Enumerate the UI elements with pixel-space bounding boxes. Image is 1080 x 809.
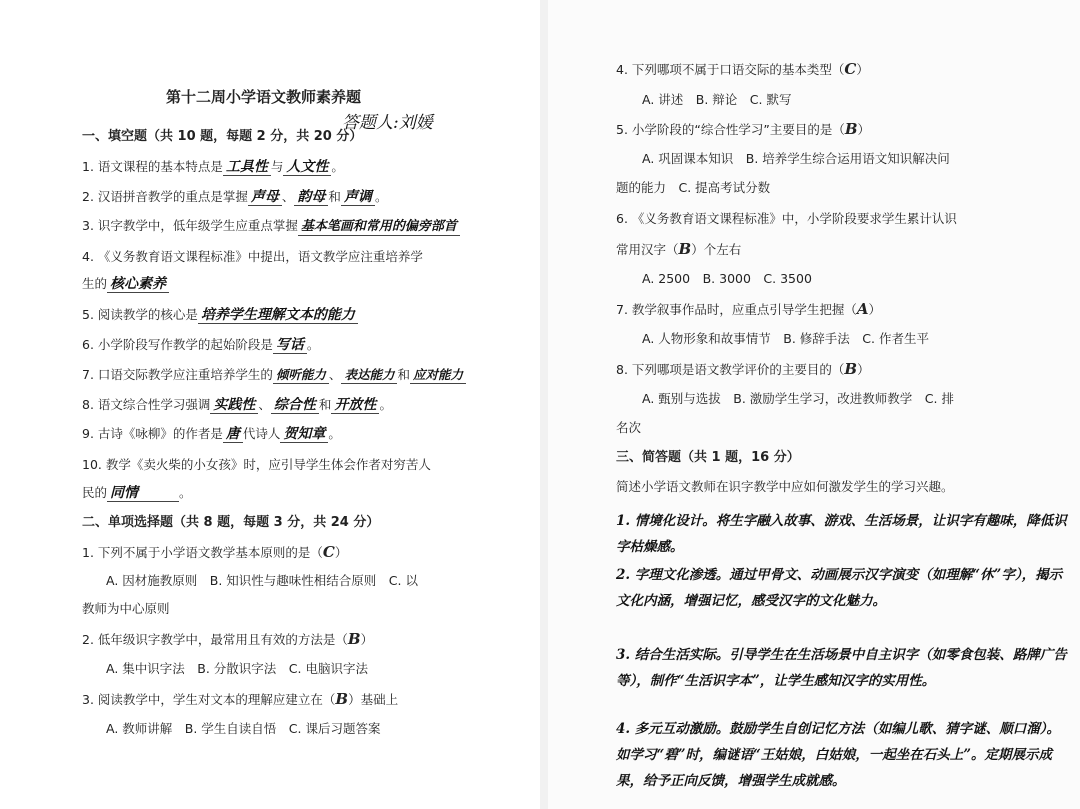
fill-q3: 3. 识字教学中，低年级学生应重点掌握 基本笔画和常用的偏旁部首	[82, 217, 460, 236]
choice-q1-options: A. 因材施教原则 B. 知识性与趣味性相结合原则 C. 以	[106, 573, 418, 588]
answer-q2-c: 声调	[341, 189, 375, 206]
choice-q1-answer: C	[322, 543, 335, 561]
answer-q4: 核心素养	[107, 276, 169, 293]
section-single-choice: 二、单项选择题（共 8 题，每题 3 分，共 24 分）	[82, 515, 380, 530]
fill-q10-line1: 10. 教学《卖火柴的小女孩》时，应引导学生体会作者对穷苦人	[82, 457, 431, 472]
choice-q6-line2: 常用汉字（B）个左右	[616, 240, 742, 258]
choice-q2-answer: B	[347, 630, 361, 648]
answer-q8-c: 开放性	[331, 397, 379, 414]
page-title: 第十二周小学语文教师素养题	[166, 88, 362, 106]
short-answer-point-2: 2. 字理文化渗透。通过甲骨文、动画展示汉字演变（如理解“休”字），揭示文化内涵，增强记忆，感受汉字的文化魅力。	[616, 567, 1063, 609]
fill-q10-line2: 民的 同情 。	[82, 485, 192, 501]
answer-q7-a: 倾听能力	[273, 367, 329, 384]
choice-q6-options: A. 2500 B. 3000 C. 3500	[642, 271, 812, 286]
fill-q9: 9. 古诗《咏柳》的作者是 唐 代诗人 贺知章 。	[82, 426, 341, 442]
choice-q3-answer: B	[335, 690, 349, 708]
choice-q8: 8. 下列哪项是语文教学评价的主要目的（B）	[616, 360, 870, 378]
choice-q6-line1: 6. 《义务教育语文课程标准》中，小学阶段要求学生累计认识	[616, 211, 957, 226]
choice-q2-options: A. 集中识字法 B. 分散识字法 C. 电脑识字法	[106, 661, 368, 676]
fill-q6: 6. 小学阶段写作教学的起始阶段是 写话 。	[82, 337, 320, 353]
fill-q1: 1. 语文课程的基本特点是 工具性 与 人文性 。	[82, 159, 344, 175]
short-answer-prompt: 简述小学语文教师在识字教学中应如何激发学生的学习兴趣。	[616, 479, 954, 494]
answer-q1-b: 人文性	[283, 159, 331, 176]
choice-q3-options: A. 教师讲解 B. 学生自读自悟 C. 课后习题答案	[106, 721, 381, 736]
choice-q1: 1. 下列不属于小学语文教学基本原则的是（C）	[82, 543, 348, 561]
choice-q5-answer: B	[844, 120, 858, 138]
short-answer-point-4: 4. 多元互动激励。鼓励学生自创记忆方法（如编儿歌、猜字谜、顺口溜）。如学习“碧”时，编谜语“王姑娘，白姑娘，一起坐在石头上”。定期展示成果，给予正向反馈，增强学生成就感。	[616, 721, 1061, 789]
right-page	[548, 0, 1080, 809]
answer-q10: 同情	[107, 485, 179, 502]
answer-q3: 基本笔画和常用的偏旁部首	[298, 219, 460, 236]
choice-q5-options: A. 巩固课本知识 B. 培养学生综合运用语文知识解决问	[642, 151, 950, 166]
answer-q9-a: 唐	[223, 426, 243, 443]
choice-q8-options: A. 甄别与选拔 B. 激励学生学习，改进教师教学 C. 排	[642, 391, 954, 406]
page-gutter	[540, 0, 548, 809]
choice-q1-options-cont: 教师为中心原则	[82, 601, 170, 616]
choice-q4-options: A. 讲述 B. 辩论 C. 默写	[642, 92, 792, 107]
fill-q7: 7. 口语交际教学应注重培养学生的 倾听能力 、 表达能力 和 应对能力	[82, 366, 466, 384]
answer-q8-b: 综合性	[271, 397, 319, 414]
answer-q7-b: 表达能力	[341, 367, 397, 384]
choice-q6-answer: B	[678, 240, 692, 258]
answer-q2-a: 声母	[248, 189, 282, 206]
short-answer-point-3: 3. 结合生活实际。引导学生在生活场景中自主识字（如零食包装、路牌广告等），制作“生活识字本”，让学生感知汉字的实用性。	[616, 647, 1067, 689]
fill-q4-line1: 4. 《义务教育语文课程标准》中提出，语文教学应注重培养学	[82, 249, 423, 264]
choice-q7-options: A. 人物形象和故事情节 B. 修辞手法 C. 作者生平	[642, 331, 929, 346]
choice-q4-answer: C	[844, 60, 857, 78]
fill-q5: 5. 阅读教学的核心是 培养学生理解文本的能力	[82, 306, 358, 324]
answer-q9-b: 贺知章	[280, 426, 328, 443]
signer-signature: 答题人:刘媛	[342, 113, 433, 133]
section-fill-blank: 一、填空题（共 10 题，每题 2 分，共 20 分）	[82, 129, 363, 144]
answer-q5: 培养学生理解文本的能力	[198, 307, 358, 324]
fill-q4-line2: 生的 核心素养	[82, 275, 169, 293]
fill-q8: 8. 语文综合性学习强调 实践性 、 综合性 和 开放性 。	[82, 397, 392, 413]
section-short-answer: 三、简答题（共 1 题，16 分）	[616, 450, 800, 465]
answer-q7-c: 应对能力	[410, 367, 466, 384]
choice-q7-answer: A	[856, 300, 869, 318]
fill-q2: 2. 汉语拼音教学的重点是掌握 声母 、 韵母 和 声调 。	[82, 189, 388, 205]
short-answer-point-1: 1. 情境化设计。将生字融入故事、游戏、生活场景，让识字有趣味，降低识字枯燥感。	[616, 513, 1067, 555]
choice-q8-answer: B	[844, 360, 858, 378]
choice-q3: 3. 阅读教学中，学生对文本的理解应建立在（B）基础上	[82, 690, 399, 708]
choice-q5-options-cont: 题的能力 C. 提高考试分数	[616, 180, 771, 195]
choice-q7: 7. 教学叙事作品时，应重点引导学生把握（A）	[616, 300, 882, 318]
choice-q2: 2. 低年级识字教学中，最常用且有效的方法是（B）	[82, 630, 374, 648]
answer-q8-a: 实践性	[210, 397, 258, 414]
answer-q2-b: 韵母	[294, 189, 328, 206]
choice-q8-options-cont: 名次	[616, 420, 642, 435]
answer-q6: 写话	[273, 337, 307, 354]
choice-q5: 5. 小学阶段的“综合性学习”主要目的是（B）	[616, 120, 871, 138]
choice-q4: 4. 下列哪项不属于口语交际的基本类型（C）	[616, 60, 869, 78]
answer-q1-a: 工具性	[223, 159, 271, 176]
